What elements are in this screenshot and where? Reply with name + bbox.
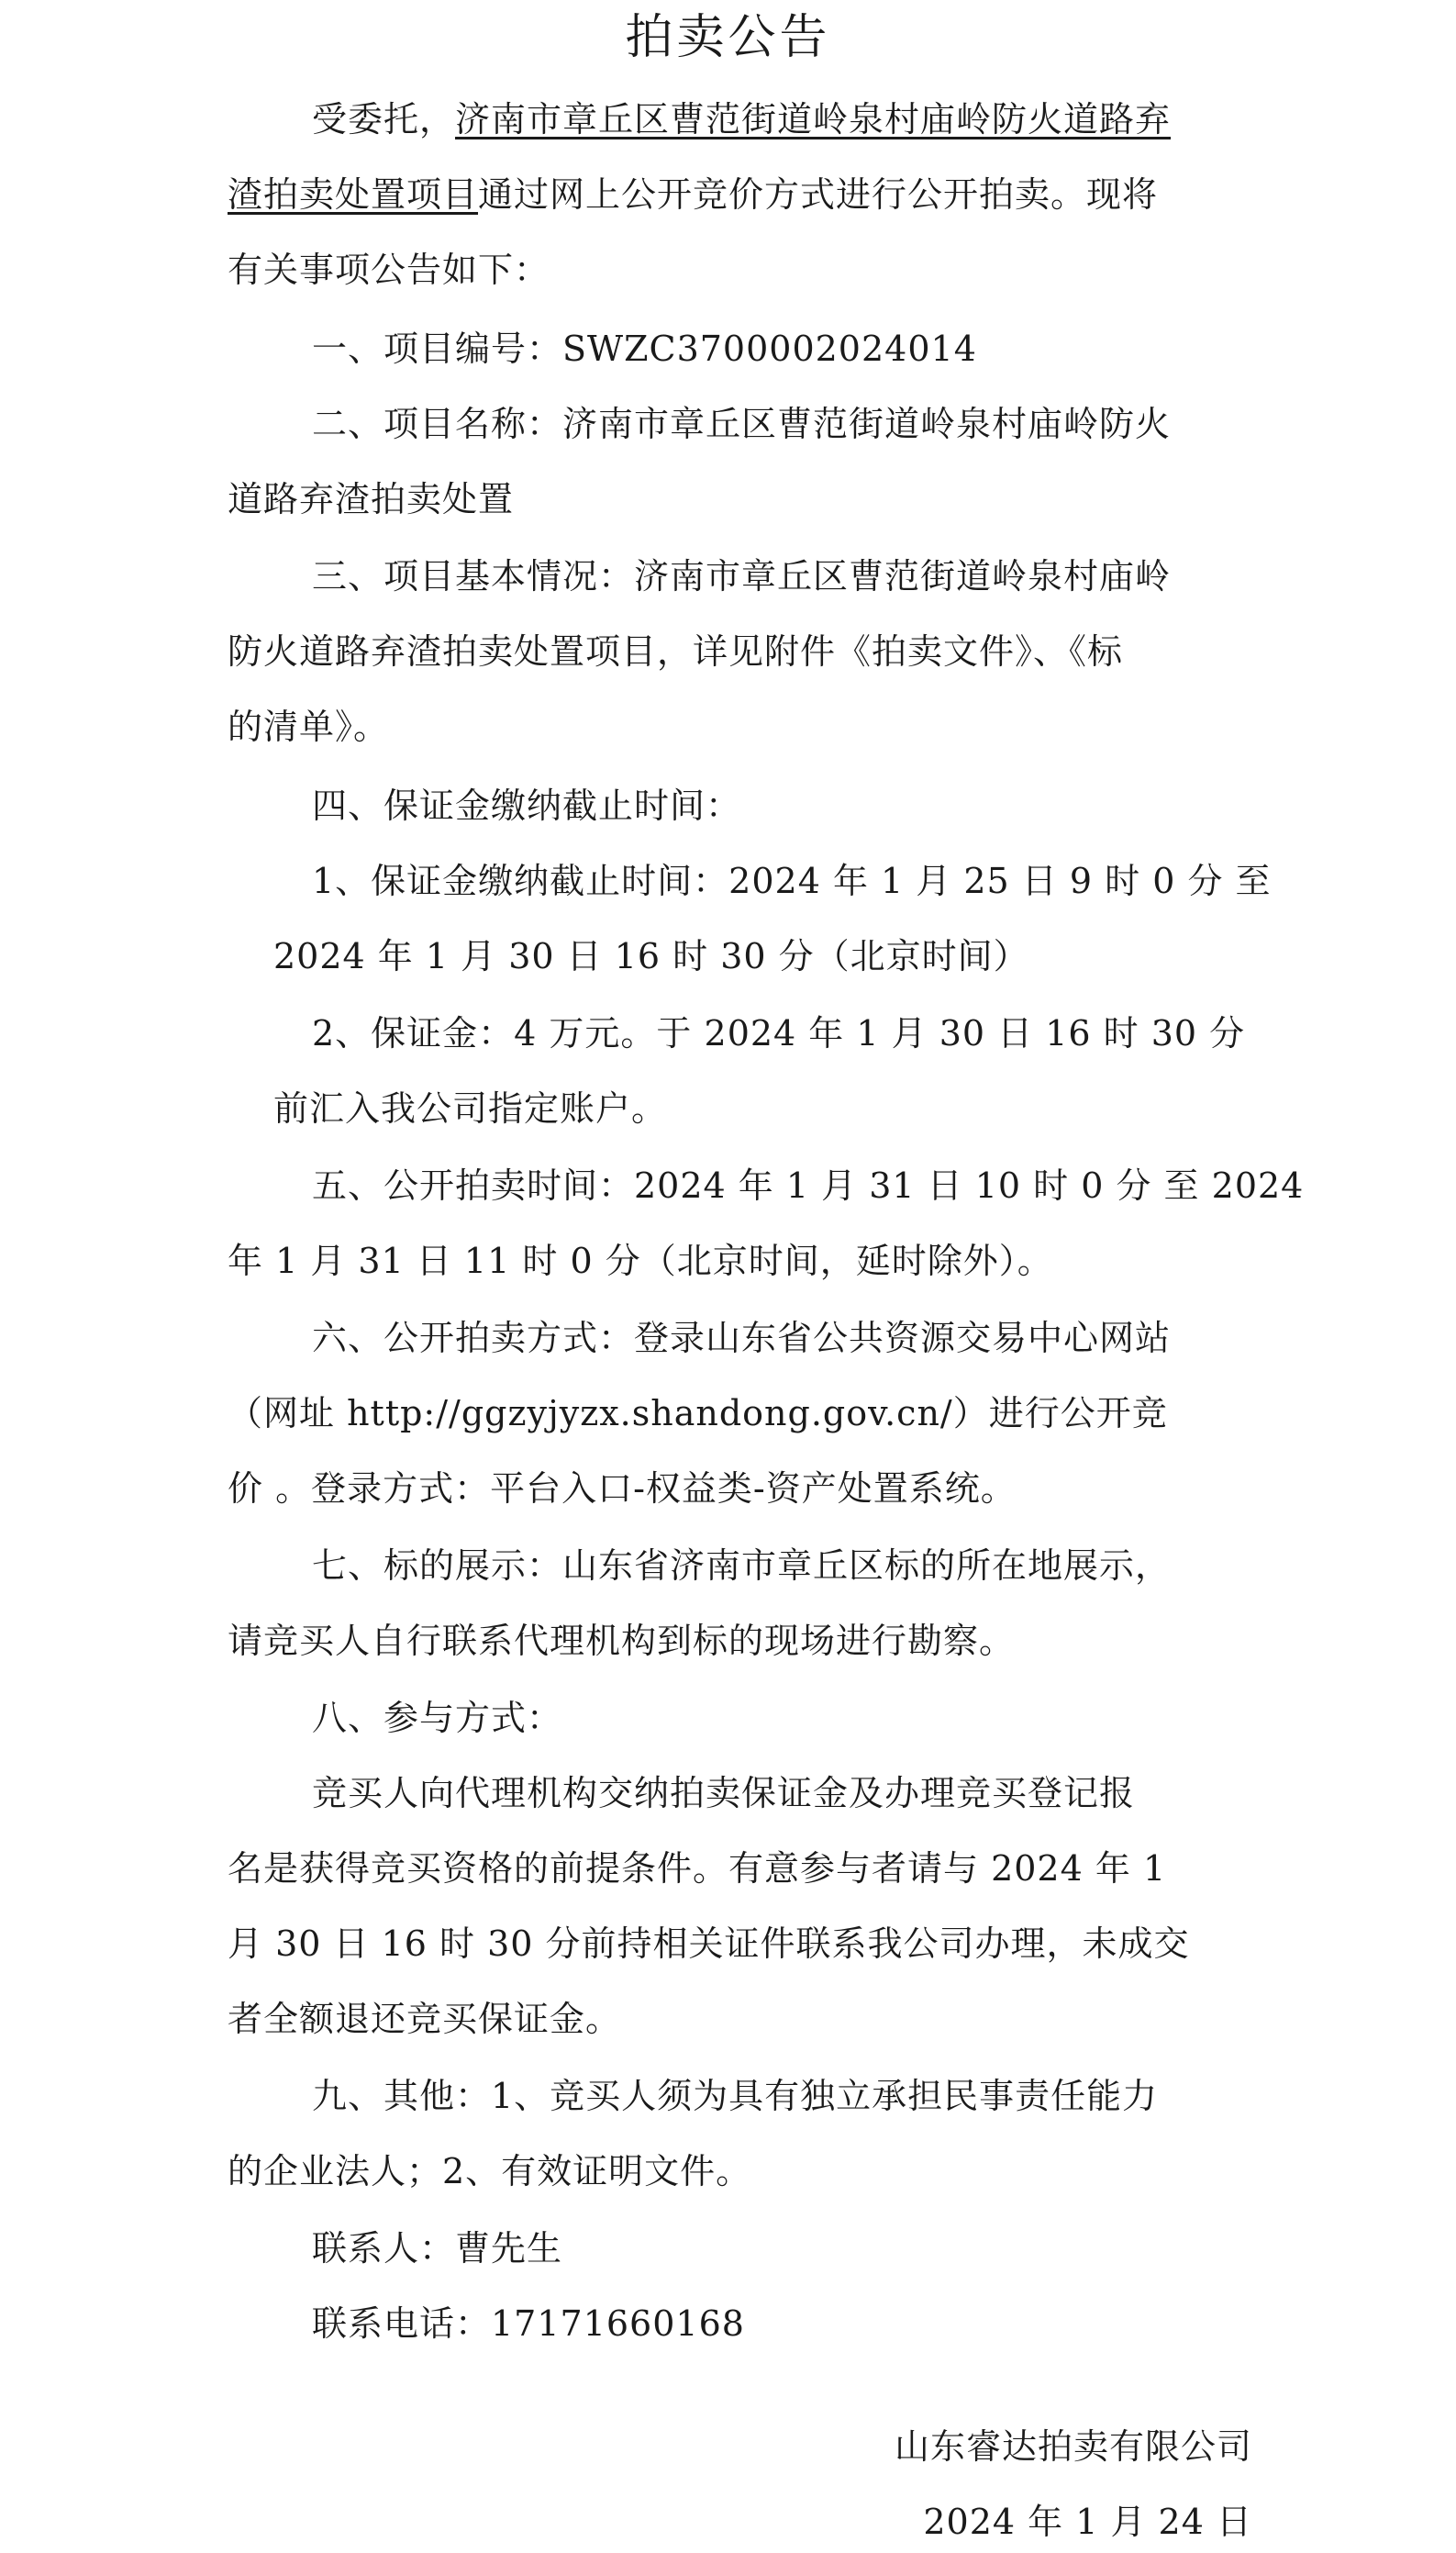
contact-phone: 联系电话：17171660168 bbox=[312, 2303, 745, 2344]
contact-person: 联系人：曹先生 bbox=[312, 2228, 563, 2269]
participation-line-4: 者全额退还竞买保证金。 bbox=[228, 1999, 622, 2039]
auction-method-line-3: 价 。登录方式：平台入口-权益类-资产处置系统。 bbox=[228, 1468, 1017, 1509]
other-line-2: 的企业法人；2、有效证明文件。 bbox=[228, 2151, 752, 2191]
intro-text: 通过网上公开竞价方式进行公开拍卖。现将 bbox=[478, 174, 1159, 215]
deposit-deadline-item-1b: 2024 年 1 月 30 日 16 时 30 分（北京时间） bbox=[273, 936, 1029, 976]
intro-line-2 bbox=[228, 171, 1158, 218]
participation-heading: 八、参与方式： bbox=[312, 1698, 563, 1738]
participation-line-1: 竞买人向代理机构交纳拍卖保证金及办理竞买登记报 bbox=[312, 1773, 1136, 1813]
other-line-1: 九、其他：1、竞买人须为具有独立承担民事责任能力 bbox=[312, 2076, 1159, 2116]
intro-line-1 bbox=[312, 95, 1171, 143]
participation-line-2: 名是获得竞买资格的前提条件。有意参与者请与 2024 年 1 bbox=[228, 1848, 1167, 1889]
deposit-amount-item-2b: 前汇入我公司指定账户。 bbox=[273, 1088, 668, 1129]
auction-time-line-1: 五、公开拍卖时间：2024 年 1 月 31 日 10 时 0 分 至 2024 bbox=[312, 1165, 1305, 1206]
auction-method-line-1: 六、公开拍卖方式：登录山东省公共资源交易中心网站 bbox=[312, 1318, 1172, 1358]
auction-method-line-2: （网址 http://ggzyjyzx.shandong.gov.cn/）进行公开竞 bbox=[228, 1393, 1168, 1433]
deposit-amount-item-2a: 2、保证金：4 万元。于 2024 年 1 月 30 日 16 时 30 分 bbox=[312, 1013, 1246, 1054]
exhibition-line-2: 请竞买人自行联系代理机构到标的现场进行勘察。 bbox=[228, 1621, 1016, 1661]
project-name-line-1: 二、项目名称：济南市章丘区曹范街道岭泉村庙岭防火 bbox=[312, 404, 1172, 444]
participation-line-3: 月 30 日 16 时 30 分前持相关证件联系我公司办理，未成交 bbox=[228, 1923, 1190, 1964]
auction-time-line-2: 年 1 月 31 日 11 时 0 分（北京时间，延时除外）。 bbox=[228, 1241, 1053, 1281]
page-title: 拍卖公告 bbox=[625, 10, 831, 65]
project-basic-line-1: 三、项目基本情况：济南市章丘区曹范街道岭泉村庙岭 bbox=[312, 556, 1172, 596]
company-signature: 山东睿达拍卖有限公司 bbox=[894, 2426, 1252, 2467]
signature-date: 2024 年 1 月 24 日 bbox=[923, 2502, 1252, 2542]
exhibition-line-1: 七、标的展示：山东省济南市章丘区标的所在地展示， bbox=[312, 1545, 1172, 1586]
project-name-line-2: 道路弃渣拍卖处置 bbox=[228, 479, 515, 519]
intro-prefix: 受委托， bbox=[312, 99, 456, 139]
project-name-underlined-cont: 渣拍卖处置项目 bbox=[228, 174, 479, 215]
deposit-deadline-item-1a: 1、保证金缴纳截止时间：2024 年 1 月 25 日 9 时 0 分 至 bbox=[312, 861, 1272, 901]
project-basic-line-3: 的清单》。 bbox=[228, 707, 390, 747]
project-basic-line-2: 防火道路弃渣拍卖处置项目，详见附件《拍卖文件》、《标 bbox=[228, 631, 1124, 672]
intro-line-3: 有关事项公告如下： bbox=[228, 250, 550, 290]
deposit-deadline-heading: 四、保证金缴纳截止时间： bbox=[312, 786, 742, 826]
project-name-underlined: 济南市章丘区曹范街道岭泉村庙岭防火道路弃 bbox=[455, 99, 1172, 139]
project-number: 一、项目编号：SWZC3700002024014 bbox=[312, 329, 977, 369]
